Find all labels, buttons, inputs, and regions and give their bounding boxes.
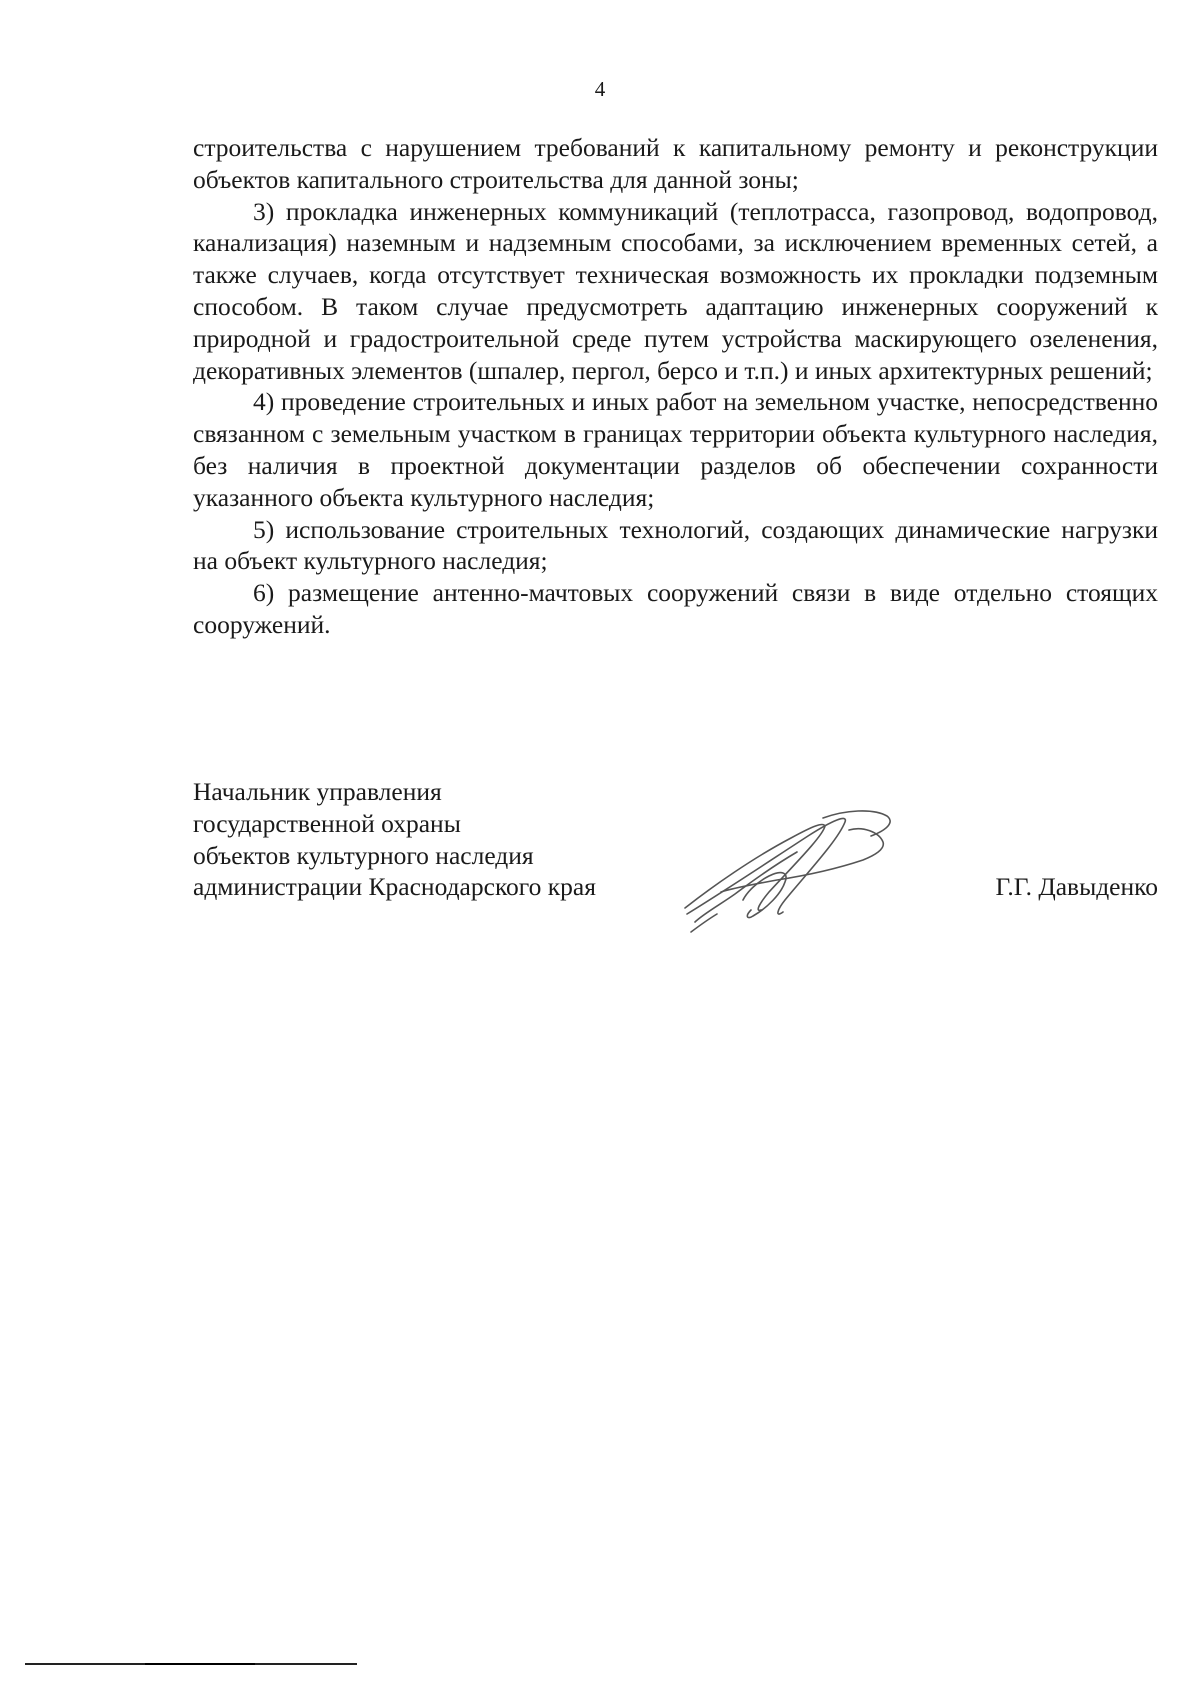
signer-name: Г.Г. Давыденко: [995, 872, 1158, 902]
signer-title-line: Начальник управления: [193, 777, 442, 806]
signature-block: [193, 776, 1158, 956]
paragraph-item-6: 6) размещение антенно-мачтовых сооружений связи в виде отдельно стоящих сооружений.: [193, 578, 1158, 639]
paragraph-item-5: 5) использование строительных технологий, создающих динамические нагрузки на объект культурного наследия;: [193, 514, 1158, 576]
paragraph-item-4: 4) проведение строительных и иных работ на земельном участке, непосредственно связанном с земельным участком в границах территории объекта культурного наследия, без наличия в проектной документации разделов об обеспечении сохранности указанного объекта культурного наследия;: [193, 387, 1158, 512]
signer-title-line: администрации Краснодарского края: [193, 872, 596, 902]
paragraph-item-3: 3) прокладка инженерных коммуникаций (теплотрасса, газопровод, водопровод, канализация) наземным и надземным способами, за исключением временных сетей, а также случаев, когда отсутствует техническая возможность их прокладки подземным способом. В таком случае предусмотреть адаптацию инженерных сооружений к природной и градостроительной среде путем устройства маскирующего озеленения, декоративных элементов (шпалер, пергол, берсо и т.п.) и иных архитектурных решений;: [193, 196, 1158, 385]
document-body: [193, 132, 1158, 641]
signer-title: [193, 776, 596, 903]
signer-title-line: объектов культурного наследия: [193, 840, 534, 870]
page-number: 4: [594, 77, 606, 101]
handwritten-signature-icon: [673, 796, 913, 936]
signer-title-line: государственной охраны: [193, 808, 461, 838]
paragraph-continuation: строительства с нарушением требований к капитальному ремонту и реконструкции объектов капитального строительства для данной зоны;: [193, 133, 1158, 194]
footer-rule: [25, 1663, 357, 1665]
